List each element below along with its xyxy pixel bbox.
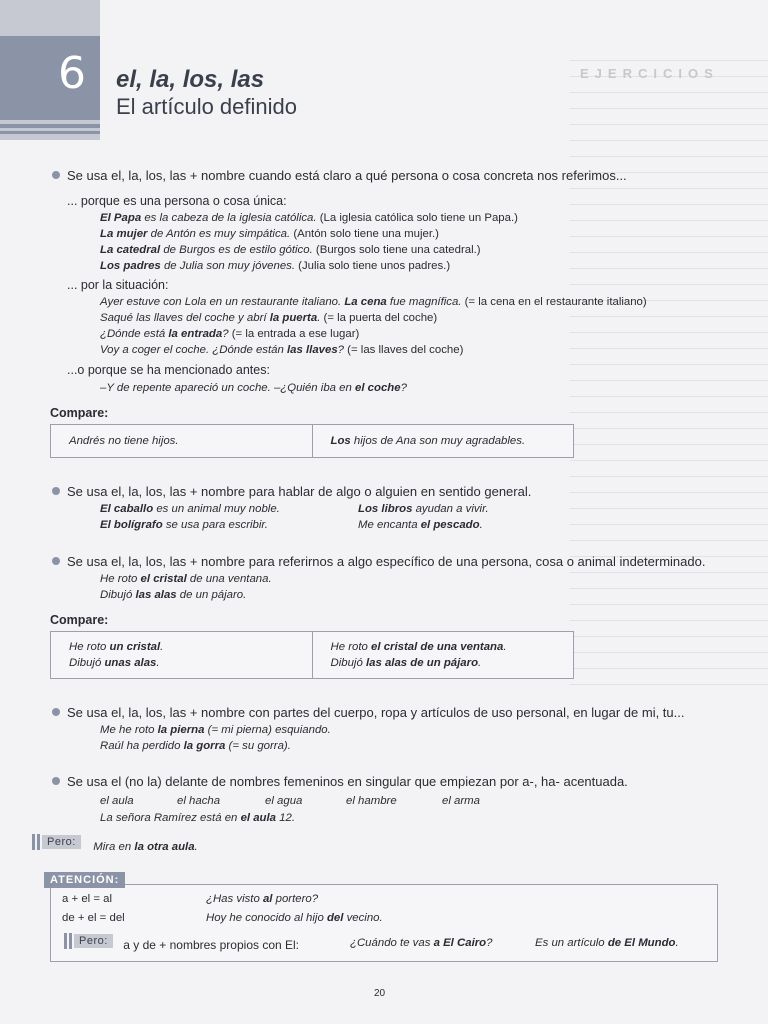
rule-1-unica-examples: El Papa es la cabeza de la iglesia católica. (La iglesia católica solo tiene un Papa.) La mujer de Antón es muy simpática. (Antón solo tiene una mujer.) La catedral de Burgos es de estilo gótico. (Burgos solo tiene una catedral.) Los padres de Julia son muy jóvenes. (Julia solo tiene unos padres.) bbox=[100, 212, 518, 272]
compare-1-left: Andrés no tiene hijos. bbox=[69, 435, 179, 447]
page-number: 20 bbox=[374, 988, 386, 999]
rule-3: Se usa el, la, los, las + nombre para referirnos a algo específico de una persona, cosa o animal indeterminado. bbox=[52, 554, 705, 569]
rule-5-word-1: el hacha bbox=[177, 795, 221, 807]
rule-1-situacion-examples: Ayer estuve con Lola en un restaurante italiano. La cena fue magnífica. (= la cena en el restaurante italiano) Saqué las llaves del coche y abrí la puerta. (= la puerta del coche) ¿Dónde está la entrada? (= la entrada a ese lugar) Voy a coger el coche. ¿Dónde están las llaves? (= las llaves del coche) bbox=[100, 296, 647, 356]
bullet-icon bbox=[52, 777, 60, 785]
atencion-pero: Pero: a y de + nombres propios con El: bbox=[64, 933, 299, 954]
chapter-subtitle: el, la, los, las bbox=[116, 66, 265, 93]
rule-1: Se usa el, la, los, las + nombre cuando está claro a qué persona o cosa concreta nos referimos... bbox=[52, 168, 627, 183]
compare-1-right: Los hijos de Ana son muy agradables. bbox=[312, 425, 574, 457]
rule-5: Se usa el (no la) delante de nombres femeninos en singular que empiezan por a-, ha- acentuada. bbox=[52, 774, 628, 789]
rule-5-word-4: el arma bbox=[442, 795, 480, 807]
chapter-number: 6 bbox=[58, 48, 86, 99]
compare-2-label: Compare: bbox=[50, 613, 109, 627]
compare-2-left: He roto un cristal. Dibujó unas alas. bbox=[69, 641, 164, 669]
atencion-rule-1: a + el = al bbox=[62, 893, 113, 905]
rule-5-word-3: el hambre bbox=[346, 795, 397, 807]
atencion-rule-2: de + el = del bbox=[62, 912, 125, 924]
rule-5-sentence: La señora Ramírez está en el aula 12. bbox=[100, 812, 296, 824]
bullet-icon bbox=[52, 557, 60, 565]
bleed-through-lines bbox=[570, 60, 768, 720]
rule-1-situacion-heading: ... por la situación: bbox=[67, 278, 169, 292]
rule-5-word-0: el aula bbox=[100, 795, 134, 807]
pero-tag: Pero: bbox=[32, 834, 81, 850]
compare-2-box bbox=[50, 631, 574, 679]
compare-1-box bbox=[50, 424, 574, 458]
rule-1-mencionado-example: –Y de repente apareció un coche. –¿Quién iba en el coche? bbox=[100, 382, 407, 394]
atencion-pero-example-1: ¿Cuándo te vas a El Cairo? bbox=[350, 937, 493, 949]
compare-2-right: He roto el cristal de una ventana. Dibujó las alas de un pájaro. bbox=[312, 632, 574, 678]
atencion-tag: ATENCIÓN: bbox=[44, 872, 125, 888]
chapter-title: El artículo definido bbox=[116, 94, 297, 119]
compare-1-label: Compare: bbox=[50, 406, 109, 420]
atencion-example-1: ¿Has visto al portero? bbox=[206, 893, 319, 905]
rule-2-examples-left: El caballo es un animal muy noble. El bolígrafo se usa para escribir. bbox=[100, 503, 280, 531]
bullet-icon bbox=[52, 708, 60, 716]
rule-2-examples-right: Los libros ayudan a vivir. Me encanta el pescado. bbox=[358, 503, 489, 531]
rule-3-examples: He roto el cristal de una ventana. Dibujó las alas de un pájaro. bbox=[100, 573, 272, 601]
rule-4: Se usa el, la, los, las + nombre con partes del cuerpo, ropa y artículos de uso personal, en lugar de mi, tu... bbox=[52, 705, 684, 720]
pero-note: Pero: Mira en la otra aula. bbox=[32, 834, 198, 855]
pero-tag: Pero: bbox=[64, 933, 113, 949]
bleed-through-heading: EJERCICIOS bbox=[580, 66, 719, 81]
rule-5-word-2: el agua bbox=[265, 795, 303, 807]
rule-4-examples: Me he roto la pierna (= mi pierna) esquiando. Raúl ha perdido la gorra (= su gorra). bbox=[100, 724, 331, 752]
atencion-pero-example-2: Es un artículo de El Mundo. bbox=[535, 937, 679, 949]
atencion-example-2: Hoy he conocido al hijo del vecino. bbox=[206, 912, 383, 924]
rule-1-unica-heading: ... porque es una persona o cosa única: bbox=[67, 194, 287, 208]
bullet-icon bbox=[52, 487, 60, 495]
rule-2: Se usa el, la, los, las + nombre para hablar de algo o alguien en sentido general. bbox=[52, 484, 531, 499]
rule-1-mencionado-heading: ...o porque se ha mencionado antes: bbox=[67, 363, 270, 377]
bullet-icon bbox=[52, 171, 60, 179]
